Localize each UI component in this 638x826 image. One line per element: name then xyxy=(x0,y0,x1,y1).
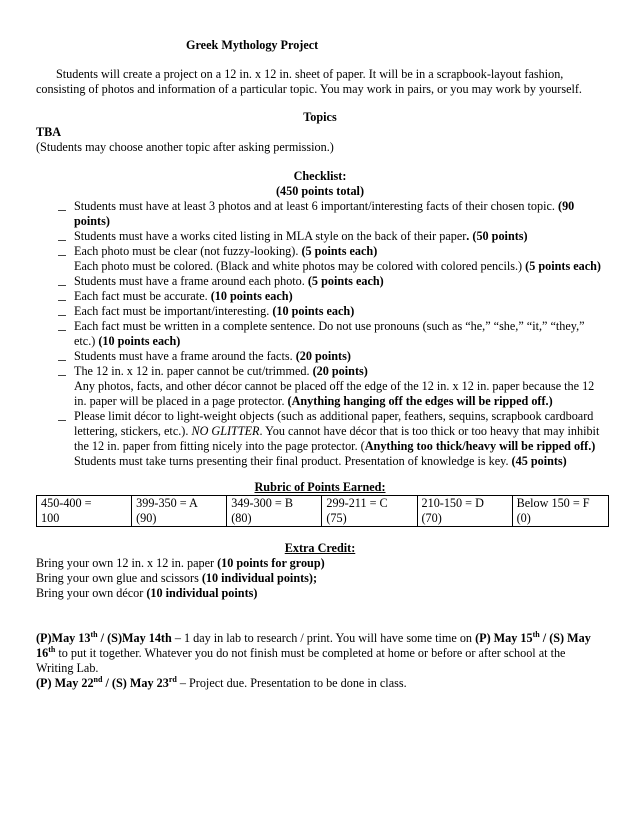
intro-paragraph: Students will create a project on a 12 in. x 12 in. sheet of paper. It will be in a scrapbook-layout fashion, consisting of photos and information of a particular topic. You may work in pairs, or you may work by yourself. xyxy=(36,67,582,96)
rubric-row xyxy=(37,496,609,527)
rubric-cell: 399-350 = A (90) xyxy=(132,496,227,527)
rubric-cell: 349-300 = B (80) xyxy=(227,496,322,527)
topics-heading: Topics xyxy=(303,110,337,124)
checkbox-line xyxy=(58,409,66,424)
rubric-heading: Rubric of Points Earned: xyxy=(254,480,386,494)
rubric-cell: 450-400 = 100 xyxy=(37,496,132,527)
rubric-cell: 210-150 = D (70) xyxy=(417,496,512,527)
checkbox-line xyxy=(58,289,66,304)
document-page xyxy=(36,38,604,691)
due-date-line: (P) May 22nd / (S) May 23rd – Project due. Presentation to be done in class. xyxy=(36,674,407,690)
checklist-item: Please limit décor to light-weight objects (such as additional paper, feathers, sequins, scrapbook cardboard lettering, stickers, etc.). NO GLITTER. You cannot have décor that is too thick or too heavy that may inhibit the 12 in. paper from fitting nicely into the page protector. (Anything too thick/heavy will be ripped off.) xyxy=(36,409,604,454)
checkbox-line xyxy=(58,304,66,319)
rubric-cell: Below 150 = F (0) xyxy=(512,496,608,527)
checklist-item: Any photos, facts, and other décor cannot be placed off the edge of the 12 in. x 12 in. paper because the 12 in. paper will be placed in a page protector. (Anything hanging off the edges will be ripped off.) xyxy=(74,379,595,408)
topics-note: (Students may choose another topic after asking permission.) xyxy=(36,140,334,154)
checkbox-line xyxy=(58,229,66,244)
checklist-item: Students must have at least 3 photos and at least 6 important/interesting facts of their chosen topic. (90 points) xyxy=(36,199,604,229)
rubric-table xyxy=(36,495,609,527)
checklist-total: (450 points total) xyxy=(275,184,365,198)
checkbox-line xyxy=(58,364,66,379)
checklist-item: Students must have a frame around each photo. (5 points each) xyxy=(36,274,604,289)
checkbox-line xyxy=(58,199,66,214)
checklist-heading: Checklist: xyxy=(293,169,347,183)
checkbox-line xyxy=(58,319,66,334)
checklist-item: Each photo must be colored. (Black and white photos may be colored with colored pencils.) (5 points each) xyxy=(74,259,601,273)
topics-value: TBA xyxy=(36,125,62,139)
extra-credit-item: Bring your own glue and scissors (10 individual points); xyxy=(36,571,318,585)
checkbox-line xyxy=(58,274,66,289)
checklist-item: Each fact must be written in a complete sentence. Do not use pronouns (such as “he,” “she,” “it,” “they,” etc.) (10 points each) xyxy=(36,319,604,349)
topics-block xyxy=(36,125,604,155)
checklist-item: Students must have a works cited listing in MLA style on the back of their paper. (50 points) xyxy=(36,229,604,244)
extra-credit-heading: Extra Credit: xyxy=(284,541,356,555)
checkbox-line xyxy=(58,244,66,259)
checklist-item: The 12 in. x 12 in. paper cannot be cut/trimmed. (20 points) xyxy=(36,364,604,379)
extra-credit-item: Bring your own 12 in. x 12 in. paper (10 points for group) xyxy=(36,556,325,570)
extra-credit-list xyxy=(36,556,604,601)
checklist-item: Each fact must be important/interesting. (10 points each) xyxy=(36,304,604,319)
checklist-item: Each photo must be clear (not fuzzy-looking). (5 points each) xyxy=(36,244,604,259)
schedule-paragraph: (P)May 13th / (S)May 14th – 1 day in lab to research / print. You will have some time on (P) May 15th / (S) May 16th to put it together. Whatever you do not finish must be completed at home or before or after school at the Writing Lab. xyxy=(36,629,591,675)
checklist-item: Students must have a frame around the facts. (20 points) xyxy=(36,349,604,364)
checklist xyxy=(36,199,604,469)
checklist-item: Students must take turns presenting their final product. Presentation of knowledge is key. (45 points) xyxy=(74,454,567,468)
checkbox-line xyxy=(58,349,66,364)
checklist-item: Each fact must be accurate. (10 points each) xyxy=(36,289,604,304)
extra-credit-item: Bring your own décor (10 individual points) xyxy=(36,586,258,600)
page-title: Greek Mythology Project xyxy=(186,38,319,52)
rubric-cell: 299-211 = C (75) xyxy=(322,496,417,527)
